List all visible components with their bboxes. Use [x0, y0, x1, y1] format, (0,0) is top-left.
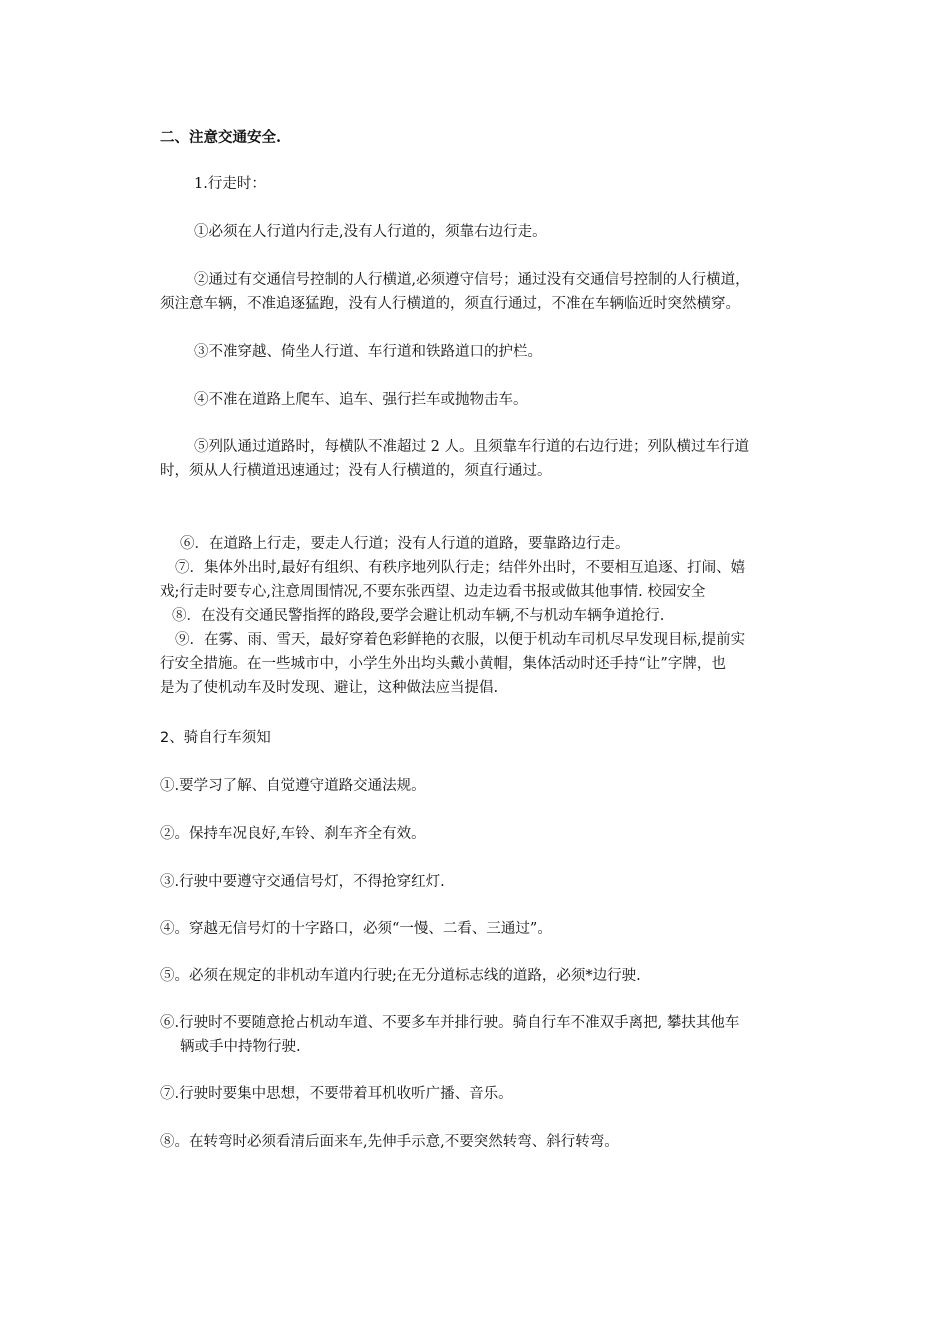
cycling-item-7: ⑦.行驶时要集中思想，不要带着耳机收听广播、音乐。: [160, 1086, 513, 1102]
cycling-item-4: ④。穿越无信号灯的十字路口，必须“一慢、二看、三通过”。: [160, 921, 552, 937]
cycling-item-2: ②。保持车况良好,车铃、刹车齐全有效。: [160, 826, 426, 842]
walking-label: 1.行走时：: [194, 176, 266, 192]
cycling-item-6-line-1: ⑥.行驶时不要随意抢占机动车道、不要多车并排行驶。骑自行车不准双手离把, 攀扶其他车: [160, 1015, 740, 1031]
walking-item-8: ⑧．在没有交通民警指挥的路段,要学会避让机动车辆,不与机动车辆争道抢行.: [172, 608, 665, 624]
section-heading: 二、注意交通安全.: [160, 129, 282, 146]
walking-item-9-line-2: 行安全措施。在一些城市中，小学生外出均头戴小黄帽，集体活动时还手持“让”字牌，也: [160, 656, 726, 672]
cycling-item-5: ⑤。必须在规定的非机动车道内行驶;在无分道标志线的道路，必须*边行驶.: [160, 968, 641, 984]
cycling-item-1: ①.要学习了解、自觉遵守道路交通法规。: [160, 778, 426, 794]
walking-item-1: ①必须在人行道内行走,没有人行道的，须靠右边行走。: [194, 224, 547, 240]
walking-item-7-line-1: ⑦．集体外出时,最好有组织、有秩序地列队行走；结伴外出时，不要相互追逐、打闹、嬉: [175, 560, 746, 576]
walking-item-9-line-3: 是为了使机动车及时发现、避让，这种做法应当提倡.: [160, 680, 499, 696]
walking-item-5-line-2: 时，须从人行横道迅速通过；没有人行横道的，须直行通过。: [160, 463, 552, 479]
walking-item-5-line-1: ⑤列队通过道路时，每横队不准超过 2 人。且须靠车行道的右边行进；列队横过车行道: [194, 439, 749, 455]
cycling-item-8: ⑧。在转弯时必须看清后面来车,先伸手示意,不要突然转弯、斜行转弯。: [160, 1134, 619, 1150]
cycling-item-6-line-2: 辆或手中持物行驶.: [180, 1039, 301, 1055]
cycling-label: 2、骑自行车须知: [160, 730, 271, 746]
walking-item-2-line-2: 须注意车辆，不准追逐猛跑，没有人行横道的，须直行通过，不准在车辆临近时突然横穿。: [160, 296, 740, 312]
walking-item-3: ③不准穿越、倚坐人行道、车行道和铁路道口的护栏。: [194, 344, 542, 360]
walking-item-9-line-1: ⑨．在雾、雨、雪天，最好穿着色彩鲜艳的衣服，以便于机动车司机尽早发现目标,提前实: [175, 632, 746, 648]
walking-item-4: ④不准在道路上爬车、追车、强行拦车或抛物击车。: [194, 392, 528, 408]
walking-item-7-line-2: 戏;行走时要专心,注意周围情况,不要东张西望、边走边看书报或做其他事情. 校园安全: [160, 584, 706, 600]
cycling-item-3: ③.行驶中要遵守交通信号灯，不得抢穿红灯.: [160, 874, 445, 890]
walking-item-2-line-1: ②通过有交通信号控制的人行横道,必须遵守信号；通过没有交通信号控制的人行横道，: [194, 272, 750, 288]
walking-item-6: ⑥．在道路上行走，要走人行道；没有人行道的道路，要靠路边行走。: [180, 536, 630, 552]
